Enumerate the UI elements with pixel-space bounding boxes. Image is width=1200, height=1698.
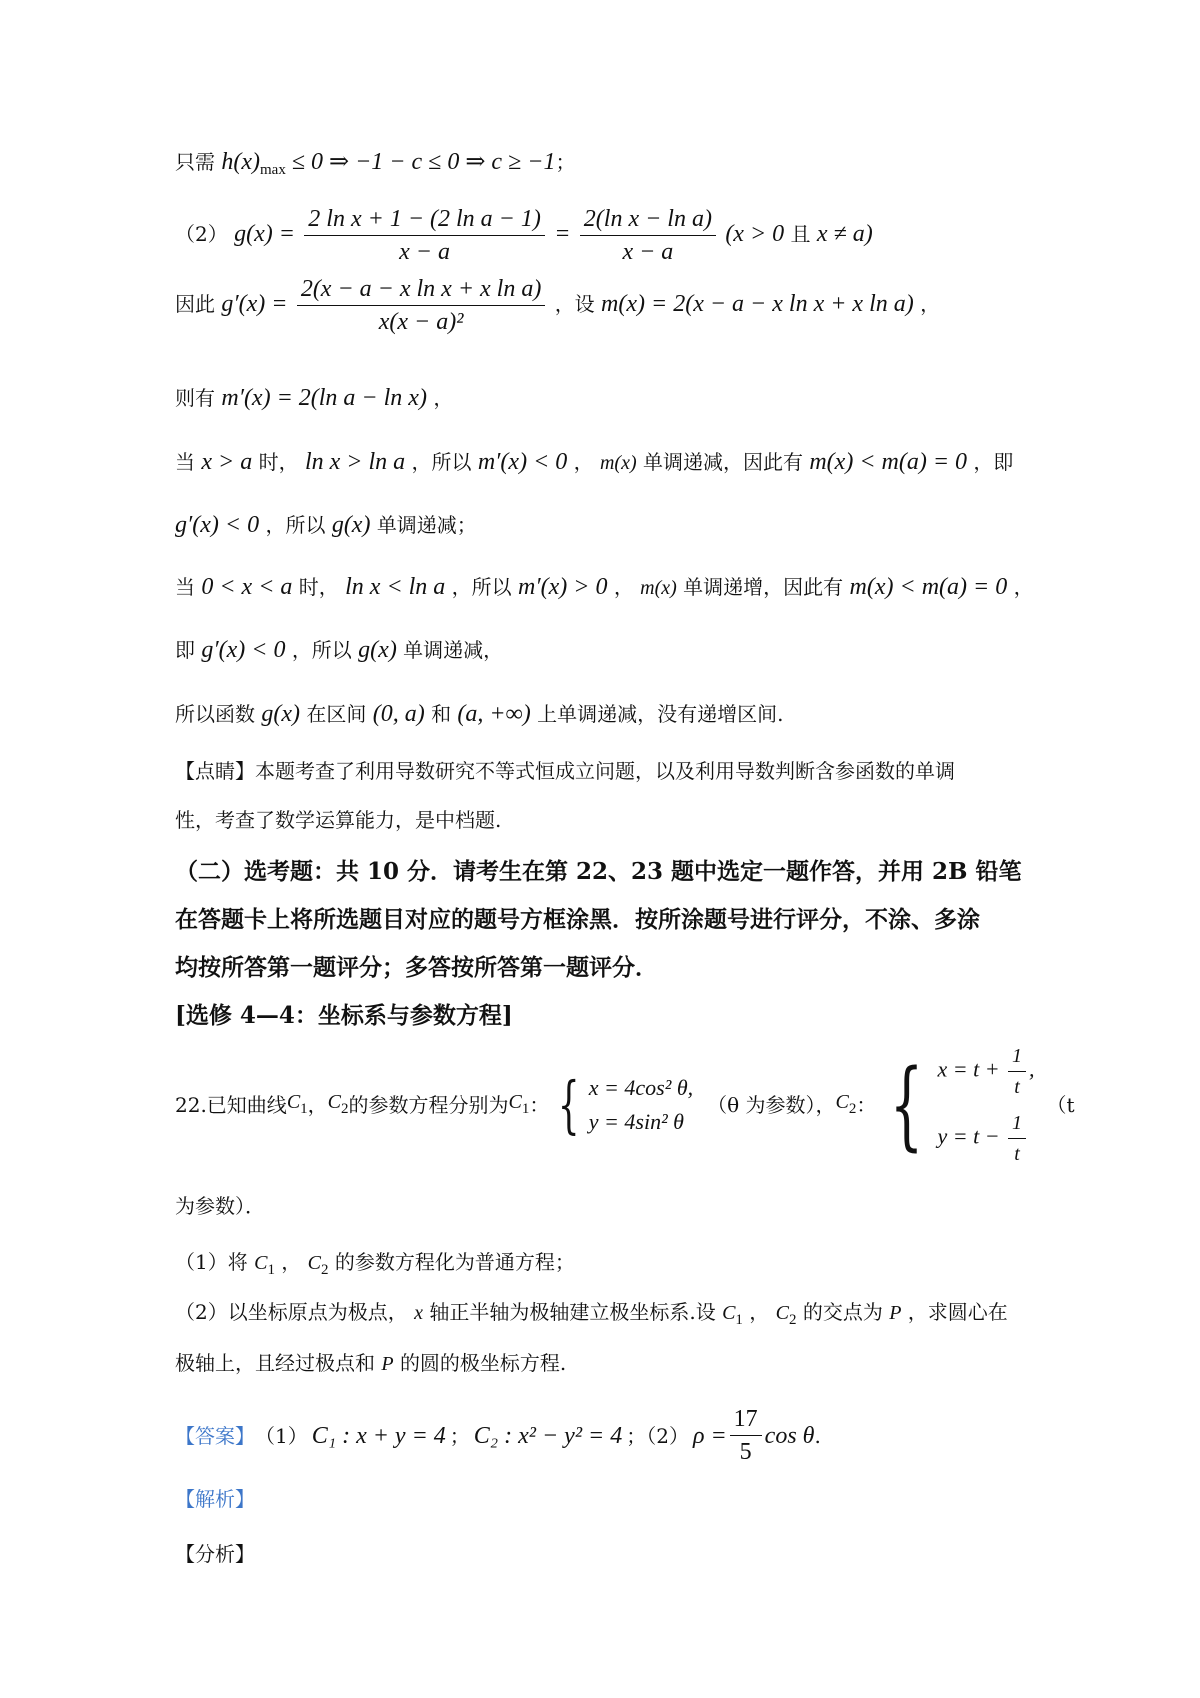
answer-tag: 【答案】 <box>175 1423 255 1448</box>
formula: m′(x) = 2(ln a − ln x) <box>221 385 427 411</box>
text: （1） <box>255 1423 308 1448</box>
fraction-denominator: x − a <box>622 239 674 265</box>
commentary-line-2: 性，考查了数学运算能力，是中档题. <box>175 808 502 832</box>
fraction-denominator: 5 <box>739 1439 752 1465</box>
formula: (a, +∞) <box>457 701 531 727</box>
text-line-8 <box>175 636 503 664</box>
text: ，求圆心在 <box>907 1300 1008 1324</box>
subquestion-1 <box>175 1248 575 1284</box>
text: . <box>814 1423 821 1448</box>
equation-system-1 <box>589 1071 693 1139</box>
formula: 0 < x < a <box>201 574 293 600</box>
fraction-denominator: x(x − a)² <box>378 309 464 335</box>
fraction-denominator: x − a <box>399 239 450 265</box>
formula: ln x > ln a <box>304 449 406 475</box>
formula: $C_1$ <box>254 1252 275 1278</box>
text: 的参数方程分别为 <box>348 1093 509 1117</box>
left-brace-icon: { <box>558 1068 580 1141</box>
analysis-subheading: 【分析】 <box>175 1542 255 1566</box>
text: ， <box>281 1250 302 1274</box>
text: 当 <box>175 575 195 599</box>
text: 单调递减，因此有 <box>642 450 803 474</box>
formula: $C_1$ <box>286 1090 308 1117</box>
text: ， <box>749 1300 770 1324</box>
text-line-2 <box>175 205 873 266</box>
section-heading-line-1: （二）选考题：共 10 分．请考生在第 22、23 题中选定一题作答，并用 2B 铅笔 <box>175 858 1022 885</box>
formula-subscript: max <box>260 162 286 178</box>
section-heading-line-2: 在答题卡上将所选题目对应的题号方框涂黑．按所涂题号进行评分，不涂、多涂 <box>175 906 980 933</box>
text: 单调递增，因此有 <box>683 575 844 599</box>
formula: C₂ : x² − y² = 4 <box>473 1422 623 1449</box>
formula: x <box>414 1302 423 1324</box>
formula: x ≠ a) <box>816 221 873 247</box>
text: ： <box>856 1093 877 1117</box>
text: ， <box>920 292 941 316</box>
formula: cos θ <box>764 1422 815 1449</box>
formula: g(x) <box>358 637 397 663</box>
text: 且 <box>790 222 811 246</box>
section-heading-line-3: 均按所答第一题评分；多答按所答第一题评分． <box>175 954 658 981</box>
formula: m′(x) > 0 <box>518 574 608 600</box>
text: （t <box>1046 1093 1075 1117</box>
text-line-4 <box>175 384 453 412</box>
fraction-numerator: 2 ln x + 1 − (2 ln a − 1) <box>304 205 545 236</box>
text-line-3 <box>175 275 940 336</box>
formula: m(x) <box>640 577 677 599</box>
formula: (x > 0 <box>725 221 785 247</box>
text: 上单调递减，没有递增区间. <box>537 702 784 726</box>
formula: g′(x) < 0 <box>201 637 286 663</box>
text: ： <box>529 1093 550 1117</box>
formula: $C_2$ <box>327 1090 349 1117</box>
formula: h(x) <box>221 149 260 175</box>
formula: ln x < ln a <box>345 574 446 600</box>
analysis-tag: 【解析】 <box>175 1487 255 1511</box>
text-line-1 <box>175 148 575 184</box>
formula: m(x) = 2(x − a − x ln x + x ln a) <box>601 291 914 317</box>
formula: g′(x) < 0 <box>175 512 260 538</box>
text-line-7 <box>175 573 1034 602</box>
formula: $C_2$ <box>307 1252 329 1278</box>
formula: g(x) <box>331 512 371 538</box>
fraction <box>304 205 545 266</box>
text: 时， <box>258 450 299 474</box>
text: 时， <box>298 575 339 599</box>
fraction-numerator: 17 <box>730 1405 762 1436</box>
text: ， <box>307 1093 328 1117</box>
formula: $C_2$ <box>835 1090 857 1117</box>
text: 的参数方程化为普通方程； <box>334 1250 575 1274</box>
text: 的交点为 <box>802 1300 883 1324</box>
formula: m(x) < m(a) = 0 <box>849 574 1008 600</box>
text: 则有 <box>175 386 215 410</box>
formula: x > a <box>201 449 253 475</box>
formula: m(x) <box>599 452 637 474</box>
formula: g(x) = <box>234 221 295 247</box>
fraction-numerator: 2(ln x − ln a) <box>580 205 716 236</box>
fraction-numerator: 2(x − a − x ln x + x ln a) <box>297 275 546 306</box>
text: ，设 <box>554 292 595 316</box>
equation: y = 4sin² θ <box>588 1109 684 1134</box>
section-title: [选修 4—4：坐标系与参数方程] <box>175 1002 513 1029</box>
text: ； <box>555 150 576 174</box>
answer-line <box>175 1405 821 1466</box>
text: 轴正半轴为极轴建立极坐标系.设 <box>429 1300 716 1324</box>
problem-22-statement <box>175 1045 1075 1165</box>
equation: x = 4cos² θ, <box>588 1075 694 1100</box>
text: （1）将 <box>175 1250 248 1274</box>
formula: ρ = <box>692 1422 727 1449</box>
text: 的圆的极坐标方程. <box>399 1351 567 1375</box>
left-brace-icon: { <box>890 1049 924 1161</box>
text: ， <box>1013 575 1034 599</box>
text: 所以函数 <box>175 702 255 726</box>
text: ，所以 <box>265 513 326 537</box>
text: 即 <box>175 638 195 662</box>
equation: y = t − $\frac{1}{t}$ <box>937 1110 1034 1167</box>
formula: $C_1$ <box>508 1090 530 1117</box>
text: ，所以 <box>291 638 352 662</box>
text: 单调递减， <box>403 638 504 662</box>
text: ， <box>613 575 634 599</box>
text: 单调递减； <box>376 513 477 537</box>
text-line-6 <box>175 511 477 539</box>
formula: $C_2$ <box>775 1302 797 1328</box>
formula: ≤ 0 ⇒ −1 − c ≤ 0 ⇒ c ≥ −1 <box>285 149 556 175</box>
text: ， <box>573 450 594 474</box>
fraction <box>580 205 716 266</box>
text: ，所以 <box>411 450 472 474</box>
formula: m(x) < m(a) = 0 <box>809 449 968 475</box>
subquestion-2-line-1 <box>175 1298 1008 1334</box>
item-label: （2） <box>175 222 228 246</box>
text: 当 <box>175 450 195 474</box>
formula: (0, a) <box>372 701 425 727</box>
text: 在区间 <box>306 702 367 726</box>
text: 和 <box>431 702 452 726</box>
equation: x = t + $\frac{1}{t}$ , <box>937 1045 1035 1098</box>
text: （2）以坐标原点为极点， <box>175 1300 408 1324</box>
formula: = <box>554 221 571 247</box>
text: 22.已知曲线 <box>175 1093 287 1117</box>
fraction <box>297 275 546 336</box>
formula: P <box>381 1353 394 1375</box>
formula: $C_1$ <box>722 1302 743 1328</box>
text: ，即 <box>973 450 1014 474</box>
text: ，所以 <box>451 575 512 599</box>
formula: g(x) <box>261 701 300 727</box>
commentary-line-1: 【点睛】本题考查了利用导数研究不等式恒成立问题，以及利用导数判断含参函数的单调 <box>175 759 955 783</box>
subquestion-2-line-2 <box>175 1349 566 1378</box>
text: ； <box>449 1423 470 1448</box>
text: ， <box>433 386 454 410</box>
text-line-5 <box>175 448 1013 477</box>
text-line-17: 为参数）． <box>175 1194 265 1218</box>
text-line-9 <box>175 700 783 728</box>
text: 只需 <box>175 150 215 174</box>
formula: P <box>889 1302 902 1324</box>
text: ；（2） <box>626 1423 689 1448</box>
formula: C₁ : x + y = 4 <box>311 1422 446 1449</box>
formula: g′(x) = <box>221 291 288 317</box>
text: （θ 为参数）， <box>707 1093 836 1117</box>
fraction <box>730 1405 762 1466</box>
text: 因此 <box>175 292 215 316</box>
equation-system-2 <box>937 1043 1034 1167</box>
text: 极轴上，且经过极点和 <box>175 1351 375 1375</box>
formula: m′(x) < 0 <box>477 449 568 475</box>
